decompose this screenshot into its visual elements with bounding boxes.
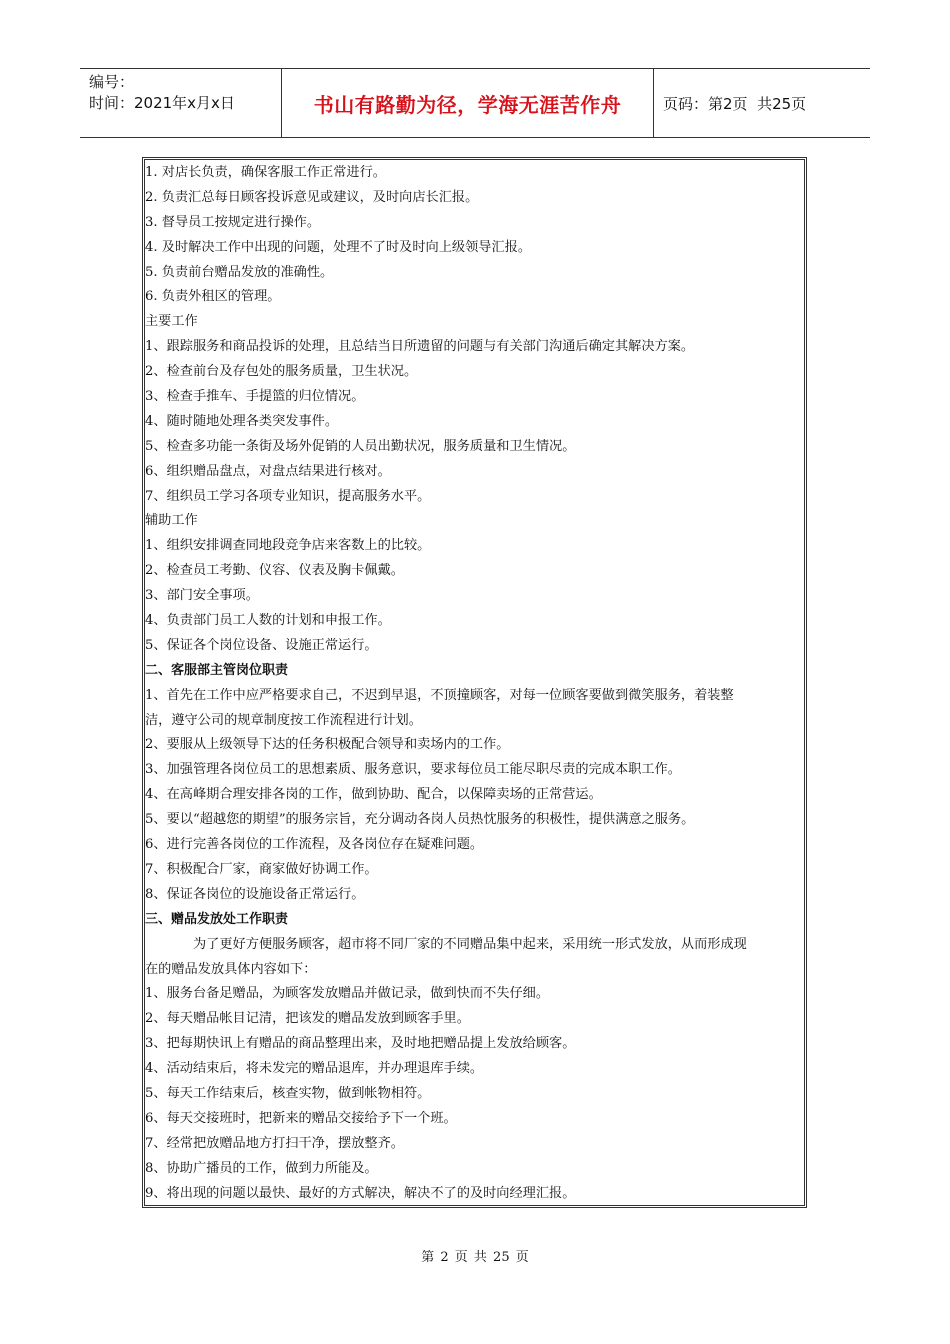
content-line: 主要工作 <box>145 314 198 330</box>
content-line: 6、组织赠品盘点，对盘点结果进行核对。 <box>145 463 391 479</box>
document-header <box>80 68 870 138</box>
header-motto: 书山有路勤为径，学海无涯苦作舟 <box>282 69 654 137</box>
content-line: 5、检查多功能一条街及场外促销的人员出勤状况，服务质量和卫生情况。 <box>145 438 576 454</box>
content-line: 8、保证各岗位的设施设备正常运行。 <box>145 886 365 902</box>
content-line: 2、检查前台及存包处的服务质量，卫生状况。 <box>145 364 418 380</box>
document-date-label: 时间：2021年x月x日 <box>89 94 235 112</box>
content-line: 1、首先在工作中应严格要求自己，不迟到早退，不顶撞顾客，对每一位顾客要做到微笑服务，着装整 <box>145 687 734 703</box>
content-line: 6、每天交接班时，把新来的赠品交接给予下一个班。 <box>145 1110 457 1126</box>
content-line: 5、每天工作结束后，核查实物，做到帐物相符。 <box>145 1085 431 1101</box>
content-line: 5、要以“超越您的期望”的服务宗旨，充分调动各岗人员热忱服务的积极性，提供满意之服务。 <box>145 812 695 828</box>
content-line: 2. 负责汇总每日顾客投诉意见或建议，及时向店长汇报。 <box>145 189 479 205</box>
content-line: 1、跟踪服务和商品投诉的处理，且总结当日所遗留的问题与有关部门沟通后确定其解决方案。 <box>145 339 695 355</box>
content-line: 7、积极配合厂家，商家做好协调工作。 <box>145 861 378 877</box>
content-lines <box>145 161 804 1206</box>
header-meta-cell <box>80 69 282 137</box>
header-page-info: 页码：第2页 共25页 <box>663 94 807 113</box>
page-footer: 第 2 页 共 25 页 <box>421 1250 529 1265</box>
content-line: 4、随时随地处理各类突发事件。 <box>145 413 339 429</box>
content-line: 3. 督导员工按规定进行操作。 <box>145 214 321 230</box>
content-line: 1、服务台备足赠品，为顾客发放赠品并做记录，做到快而不失仔细。 <box>145 986 550 1002</box>
content-line: 3、加强管理各岗位员工的思想素质、服务意识，要求每位员工能尽职尽责的完成本职工作。 <box>145 762 681 778</box>
content-line: 6、进行完善各岗位的工作流程，及各岗位存在疑难问题。 <box>145 837 484 853</box>
content-line: 2、每天赠品帐目记清，把该发的赠品发放到顾客手里。 <box>145 1011 470 1027</box>
content-line: 1、组织安排调查同地段竞争店来客数上的比较。 <box>145 538 431 554</box>
content-line: 7、经常把放赠品地方打扫干净，摆放整齐。 <box>145 1135 404 1151</box>
content-line: 洁，遵守公司的规章制度按工作流程进行计划。 <box>145 712 422 728</box>
content-line: 8、协助广播员的工作，做到力所能及。 <box>145 1160 378 1176</box>
content-line: 4、负责部门员工人数的计划和申报工作。 <box>145 613 391 629</box>
content-line: 9、将出现的问题以最快、最好的方式解决，解决不了的及时向经理汇报。 <box>145 1185 576 1201</box>
content-line: 2、要服从上级领导下达的任务积极配合领导和卖场内的工作。 <box>145 737 510 753</box>
content-line: 3、把每期快讯上有赠品的商品整理出来，及时地把赠品提上发放给顾客。 <box>145 1036 576 1052</box>
content-line: 2、检查员工考勤、仪容、仪表及胸卡佩戴。 <box>145 563 404 579</box>
document-number-label: 编号： <box>89 73 135 91</box>
content-line: 3、检查手推车、手提篮的归位情况。 <box>145 389 365 405</box>
content-line: 1. 对店长负责，确保客服工作正常进行。 <box>145 165 386 180</box>
content-line: 5、保证各个岗位设备、设施正常运行。 <box>145 637 378 653</box>
content-line: 4、活动结束后，将未发完的赠品退库，并办理退库手续。 <box>145 1061 484 1077</box>
content-line: 4. 及时解决工作中出现的问题，处理不了时及时向上级领导汇报。 <box>145 239 532 255</box>
content-line: 6. 负责外租区的管理。 <box>145 289 281 305</box>
content-line: 3、部门安全事项。 <box>145 588 259 604</box>
content-box <box>142 157 807 1208</box>
content-line: 4、在高峰期合理安排各岗的工作，做到协助、配合，以保障卖场的正常营运。 <box>145 787 602 803</box>
content-line: 辅助工作 <box>145 513 198 529</box>
content-line: 5. 负责前台赠品发放的准确性。 <box>145 264 334 280</box>
content-line: 7、组织员工学习各项专业知识，提高服务水平。 <box>145 488 431 504</box>
content-line: 在的赠品发放具体内容如下： <box>145 961 317 977</box>
section-heading: 三、赠品发放处工作职责 <box>145 911 289 927</box>
section-heading: 二、客服部主管岗位职责 <box>145 662 289 678</box>
content-line: 为了更好方便服务顾客，超市将不同厂家的不同赠品集中起来，采用统一形式发放，从而形成现 <box>193 936 747 952</box>
